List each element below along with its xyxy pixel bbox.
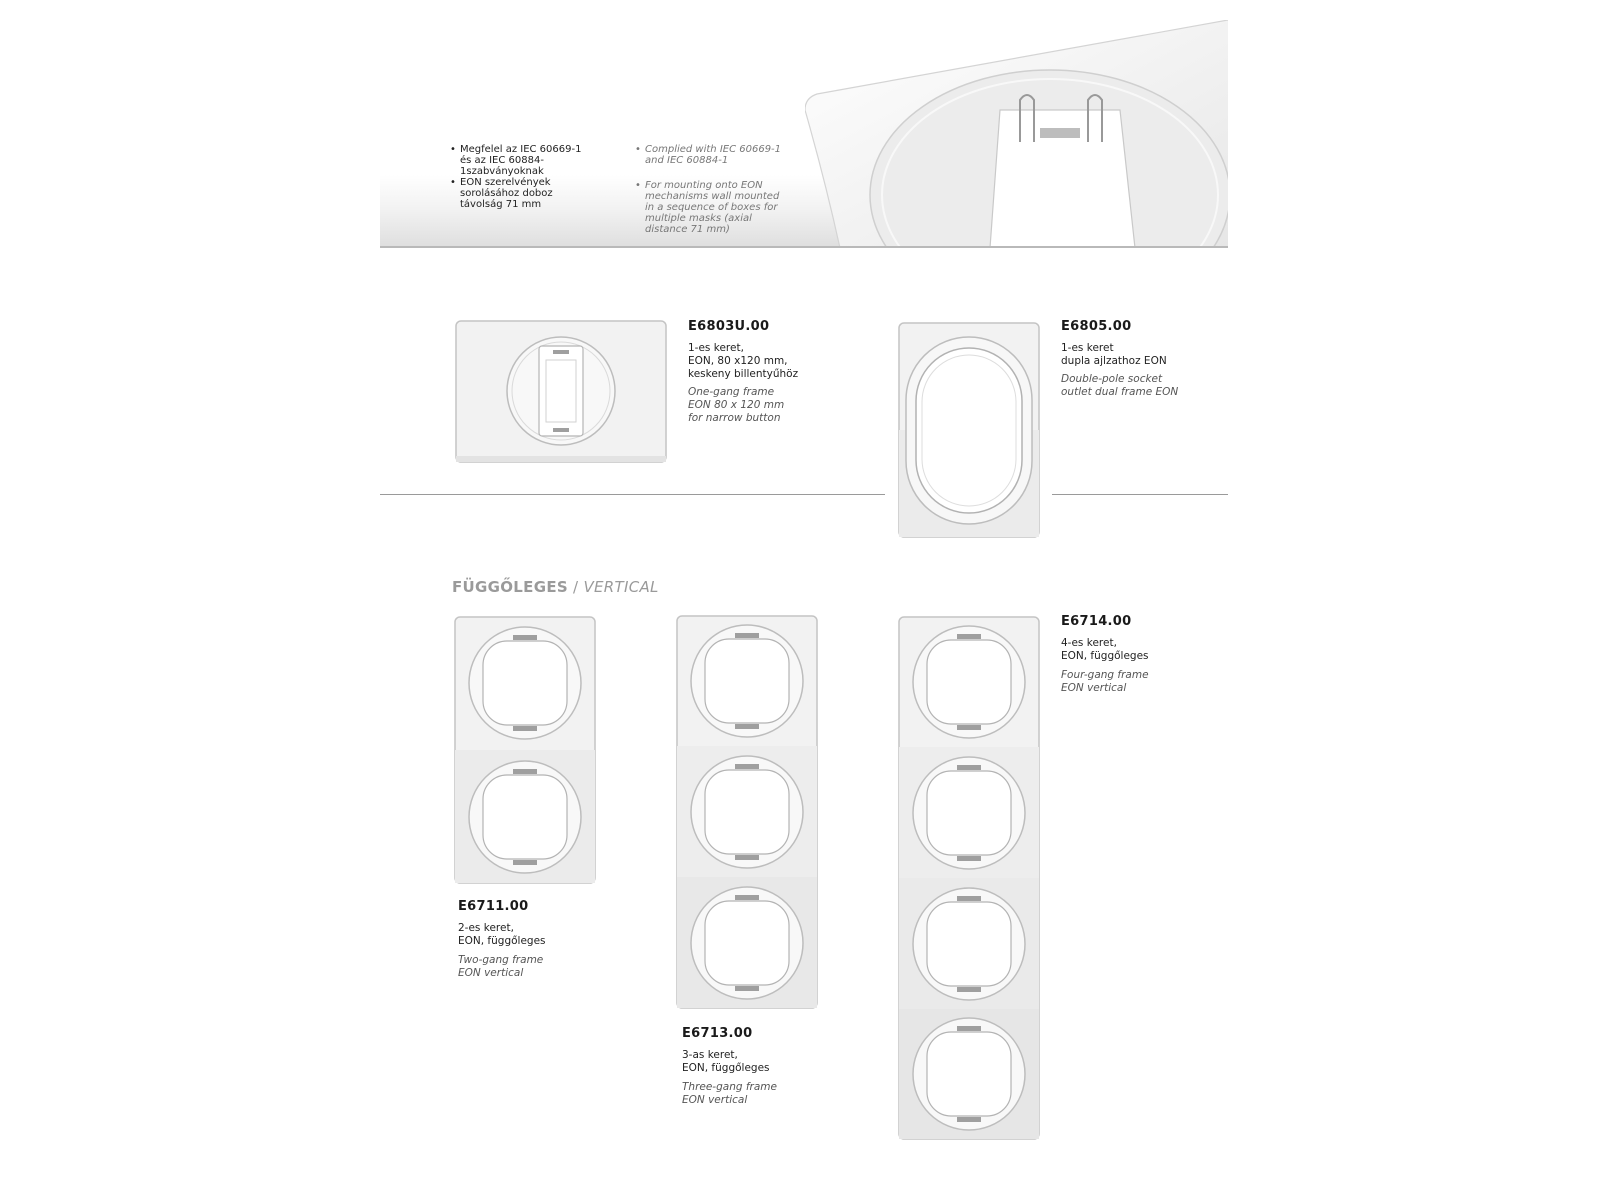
compliance-list-hu xyxy=(450,144,590,210)
product-image-e6805 xyxy=(898,322,1040,538)
product-image-e6714 xyxy=(898,616,1040,1140)
desc-line: Four-gang frame xyxy=(1061,669,1149,681)
desc-line: EON, függőleges xyxy=(1061,650,1149,662)
desc-line: EON 80 x 120 mm xyxy=(688,399,785,411)
desc-line: keskeny billentyűhöz xyxy=(688,368,799,380)
gang-cutout xyxy=(691,887,803,999)
section-title xyxy=(452,578,659,596)
desc-line: EON vertical xyxy=(1061,682,1127,694)
desc-line: 1-es keret xyxy=(1061,342,1114,354)
gang-cutout xyxy=(913,626,1025,738)
gang-cutout xyxy=(913,757,1025,869)
desc-line: EON vertical xyxy=(682,1094,748,1106)
desc-line: One-gang frame xyxy=(688,386,775,398)
compliance-item: • Complied with IEC 60669-1 and IEC 60884-1 xyxy=(635,144,785,166)
desc-line: Three-gang frame xyxy=(682,1081,777,1093)
product-description-hu xyxy=(688,342,798,381)
section-title-separator: / xyxy=(567,578,584,596)
desc-line: dupla ajlzathoz EON xyxy=(1061,355,1167,367)
product-description-en xyxy=(1061,373,1178,399)
desc-line: Two-gang frame xyxy=(458,954,544,966)
product-description-hu xyxy=(682,1049,770,1075)
desc-line: 3-as keret, xyxy=(682,1049,738,1061)
desc-line: EON vertical xyxy=(458,967,524,979)
gang-cutout xyxy=(913,1018,1025,1130)
desc-line: outlet dual frame EON xyxy=(1061,386,1179,398)
section-divider xyxy=(1052,494,1228,495)
product-code: E6714.00 xyxy=(1061,614,1132,629)
gang-cutout xyxy=(691,625,803,737)
compliance-item: • For mounting onto EON mechanisms wall mounted in a sequence of boxes for multiple masks (axial distance 71 mm) xyxy=(635,180,785,235)
desc-line: 2-es keret, xyxy=(458,922,514,934)
hero-banner xyxy=(380,20,1228,248)
compliance-list-en xyxy=(635,144,785,249)
product-image-e6803u xyxy=(455,320,667,463)
product-code: E6805.00 xyxy=(1061,319,1132,334)
section-divider xyxy=(380,494,885,495)
desc-line: EON, függőleges xyxy=(458,935,546,947)
product-description-hu xyxy=(1061,342,1167,368)
hero-frame-closeup-image xyxy=(805,20,1228,248)
product-description-en xyxy=(1061,669,1149,695)
product-code: E6713.00 xyxy=(682,1026,753,1041)
section-title-hu: FÜGGŐLEGES xyxy=(452,578,568,596)
desc-line: 4-es keret, xyxy=(1061,637,1117,649)
product-code: E6711.00 xyxy=(458,899,529,914)
desc-line: EON, függőleges xyxy=(682,1062,770,1074)
desc-line: 1-es keret, xyxy=(688,342,744,354)
compliance-item: • Megfelel az IEC 60669-1 és az IEC 60884-1szabványoknak xyxy=(450,144,590,177)
product-description-en xyxy=(458,954,543,980)
desc-line: Double-pole socket xyxy=(1061,373,1163,385)
gang-cutout xyxy=(469,627,581,739)
hero-baseline xyxy=(380,246,1228,248)
product-image-e6713 xyxy=(676,615,818,1009)
section-title-en: VERTICAL xyxy=(583,578,659,596)
product-description-en xyxy=(688,386,784,425)
gang-cutout xyxy=(691,756,803,868)
product-description-hu xyxy=(458,922,546,948)
product-description-hu xyxy=(1061,637,1149,663)
product-image-e6711 xyxy=(454,616,596,884)
product-code: E6803U.00 xyxy=(688,319,770,334)
compliance-item: • EON szerelvények sorolásához doboz távolság 71 mm xyxy=(450,177,590,210)
product-description-en xyxy=(682,1081,777,1107)
desc-line: for narrow button xyxy=(688,412,781,424)
gang-cutout xyxy=(469,761,581,873)
desc-line: EON, 80 x120 mm, xyxy=(688,355,788,367)
gang-cutout xyxy=(913,888,1025,1000)
